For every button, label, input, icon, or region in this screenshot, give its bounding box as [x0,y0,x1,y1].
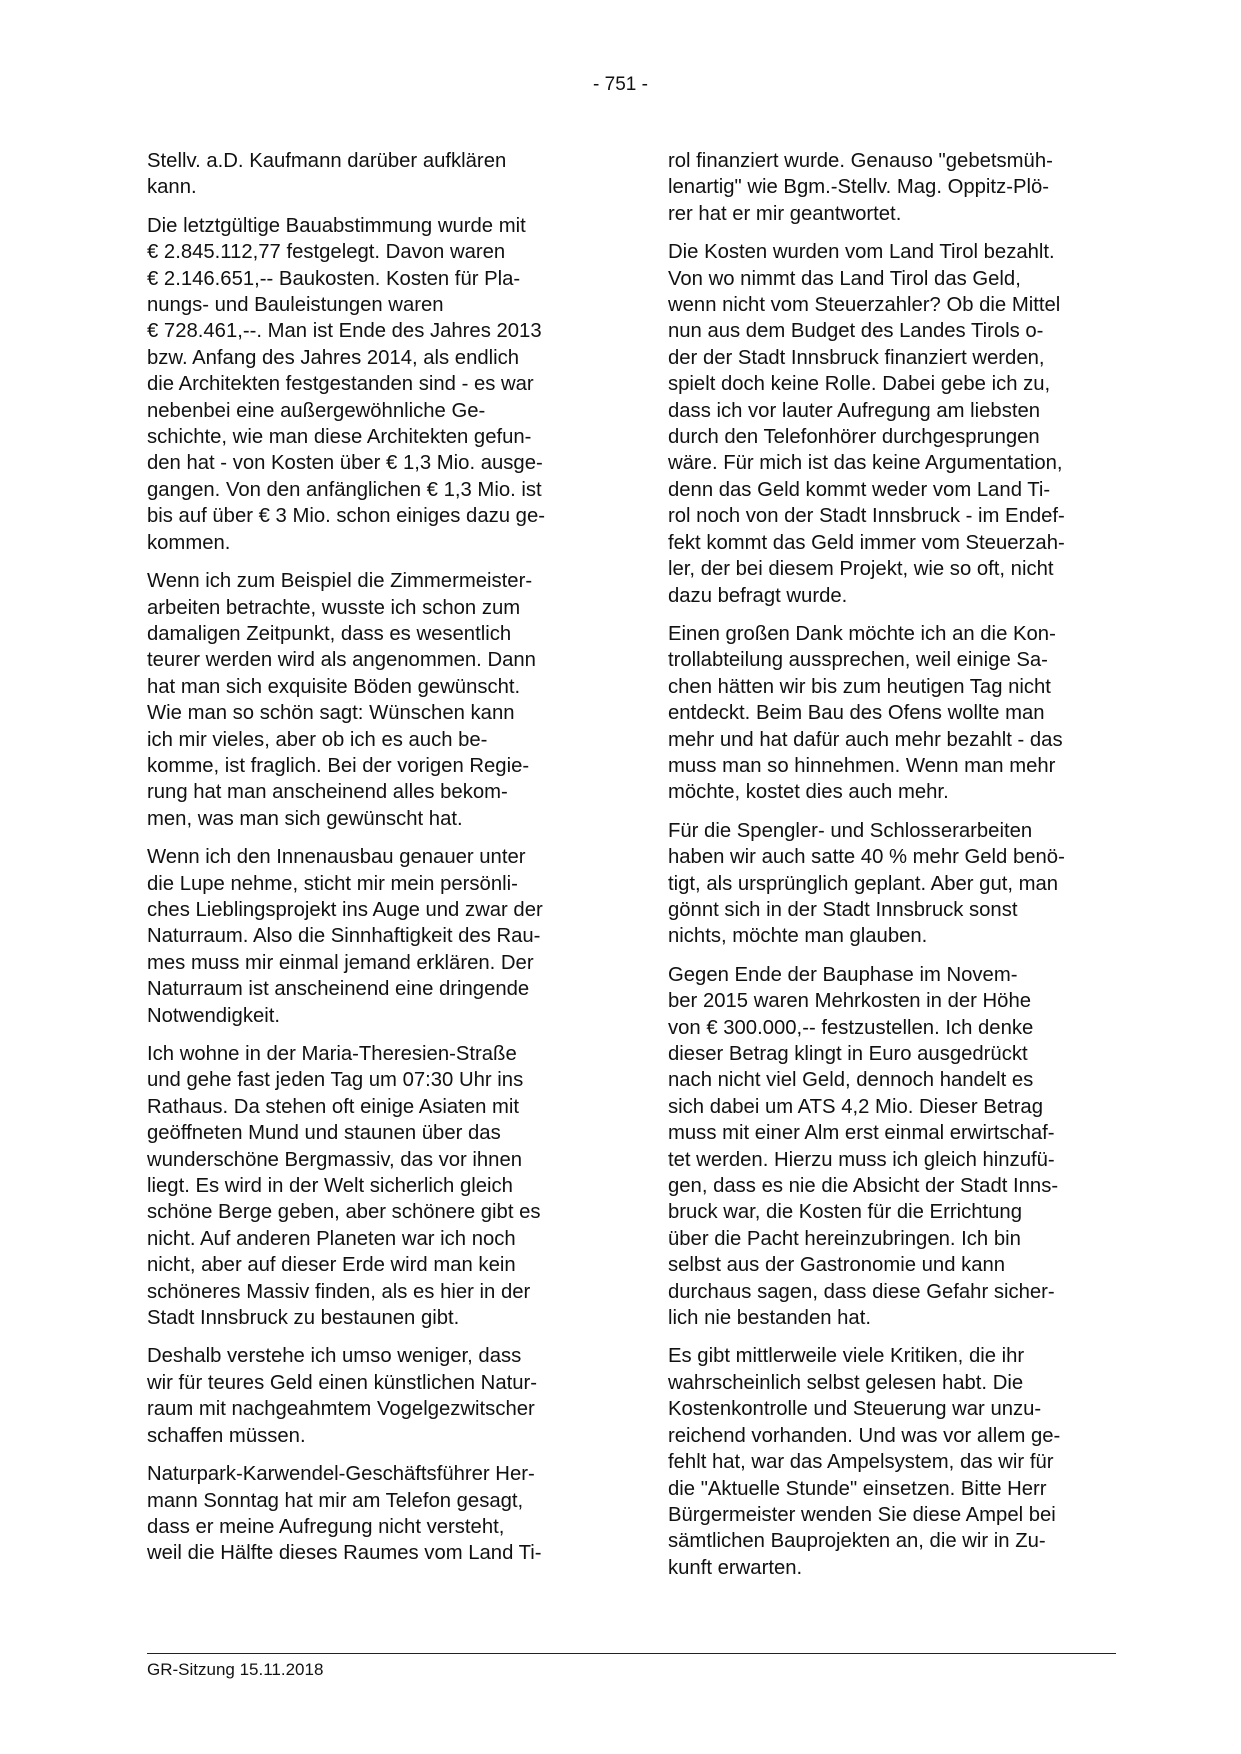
paragraph: Wenn ich zum Beispiel die Zimmermeister- arbeiten betrachte, wusste ich schon zum damaligen Zeitpunkt, dass es wesentlich teurer werden wird als angenommen. Dann hat man sich exquisite Böden gewünscht. Wie man so schön sagt: Wünschen kann ich mir vieles, aber ob ich es auch be- komme, ist fraglich. Bei der vorigen Regie- rung hat man anscheinend alles bekom- men, was man sich gewünscht hat. [147,570,536,830]
paragraph: Die Kosten wurden vom Land Tirol bezahlt. Von wo nimmt das Land Tirol das Geld, wenn nicht vom Steuerzahler? Ob die Mittel nun aus dem Budget des Landes Tirols o- der der Stadt Innsbruck finanziert werden, spielt doch keine Rolle. Dabei gebe ich zu, dass ich vor lauter Aufregung am liebsten durch den Telefonhörer durchgesprungen wäre. Für mich ist das keine Argumentation, denn das Geld kommt weder vom Land Ti- rol noch von der Stadt Innsbruck - im Endef- fekt kommt das Geld immer vom Steuerzah- ler, der bei diesem Projekt, wie so oft, nicht dazu befragt wurde. [668,241,1065,607]
footer-session-date: GR-Sitzung 15.11.2018 [147,1660,324,1679]
paragraph: Für die Spengler- und Schlosserarbeiten haben wir auch satte 40 % mehr Geld benö- tigt, als ursprünglich geplant. Aber gut, man gönnt sich in der Stadt Innsbruck sonst nichts, möchte man glauben. [668,819,1065,948]
paragraph: Wenn ich den Innenausbau genauer unter die Lupe nehme, sticht mir mein persönli- ches Lieblingsprojekt ins Auge und zwar der Naturraum. Also die Sinnhaftigkeit des Rau- mes muss mir einmal jemand erklären. Der Naturraum ist anscheinend eine dringende Notwendigkeit. [147,846,543,1027]
paragraph: Deshalb verstehe ich umso weniger, dass wir für teures Geld einen künstlichen Natur- raum mit nachgeahmtem Vogelgezwitscher schaffen müssen. [147,1345,538,1447]
paragraph: Ich wohne in der Maria-Theresien-Straße und gehe fast jeden Tag um 07:30 Uhr ins Rathaus. Da stehen oft einige Asiaten mit geöffneten Mund und staunen über das wunderschöne Bergmassiv, das vor ihnen liegt. Es wird in der Welt sicherlich gleich schöne Berge geben, aber schönere gibt es nicht. Auf anderen Planeten war ich noch nicht, aber auf dieser Erde wird man kein schöneres Massiv finden, als es hier in der Stadt Innsbruck zu bestaunen gibt. [147,1043,541,1330]
paragraph: Einen großen Dank möchte ich an die Kon- trollabteilung aussprechen, weil einige Sa- chen hätten wir bis zum heutigen Tag nicht entdeckt. Beim Bau des Ofens wollte man mehr und hat dafür auch mehr bezahlt - das muss man so hinnehmen. Wenn man mehr möchte, kostet dies auch mehr. [668,622,1063,804]
paragraph: rol finanziert wurde. Genauso "gebetsmüh- lenartig" wie Bgm.-Stellv. Mag. Oppitz-Plö- rer hat er mir geantwortet. [668,150,1053,225]
paragraph: Stellv. a.D. Kaufmann darüber aufklären kann. [147,150,507,199]
paragraph: Naturpark-Karwendel-Geschäftsführer Her- mann Sonntag hat mir am Telefon gesagt, dass er meine Aufregung nicht versteht, weil die Hälfte dieses Raumes vom Land Ti- [147,1463,542,1565]
left-column [147,148,599,1579]
paragraph: Die letztgültige Bauabstimmung wurde mit € 2.845.112,77 festgelegt. Davon waren € 2.146.651,-- Baukosten. Kosten für Pla- nungs- und Bauleistungen waren € 728.461,--. Man ist Ende des Jahres 2013 bzw. Anfang des Jahres 2014, als endlich die Architekten festgestanden sind - es war nebenbei eine außergewöhnliche Ge- schichte, wie man diese Architekten gefun- den hat - von Kosten über € 1,3 Mio. ausge- gangen. Von den anfänglichen € 1,3 Mio. ist bis auf über € 3 Mio. schon einiges dazu ge- kommen. [147,214,545,554]
page-number: - 751 - [593,74,648,95]
right-column [668,148,1120,1593]
footer-divider [147,1653,1116,1654]
paragraph: Gegen Ende der Bauphase im Novem- ber 2015 waren Mehrkosten in der Höhe von € 300.000,-- festzustellen. Ich denke dieser Betrag klingt in Euro ausgedrückt nach nicht viel Geld, dennoch handelt es sich dabei um ATS 4,2 Mio. Dieser Betrag muss mit einer Alm erst einmal erwirtschaf- tet werden. Hierzu muss ich gleich hinzufü- gen, dass es nie die Absicht der Stadt Inns- bruck war, die Kosten für die Errichtung über die Pacht hereinzubringen. Ich bin selbst aus der Gastronomie und kann durchaus sagen, dass diese Gefahr sicher- lich nie bestanden hat. [668,963,1059,1330]
paragraph: Es gibt mittlerweile viele Kritiken, die ihr wahrscheinlich selbst gelesen habt. Die Kostenkontrolle und Steuerung war unzu- reichend vorhanden. Und was vor allem ge- fehlt hat, war das Ampelsystem, das wir für die "Aktuelle Stunde" einsetzen. Bitte Herr Bürgermeister wenden Sie diese Ampel bei sämtlichen Bauprojekten an, die wir in Zu- kunft erwarten. [668,1345,1061,1579]
